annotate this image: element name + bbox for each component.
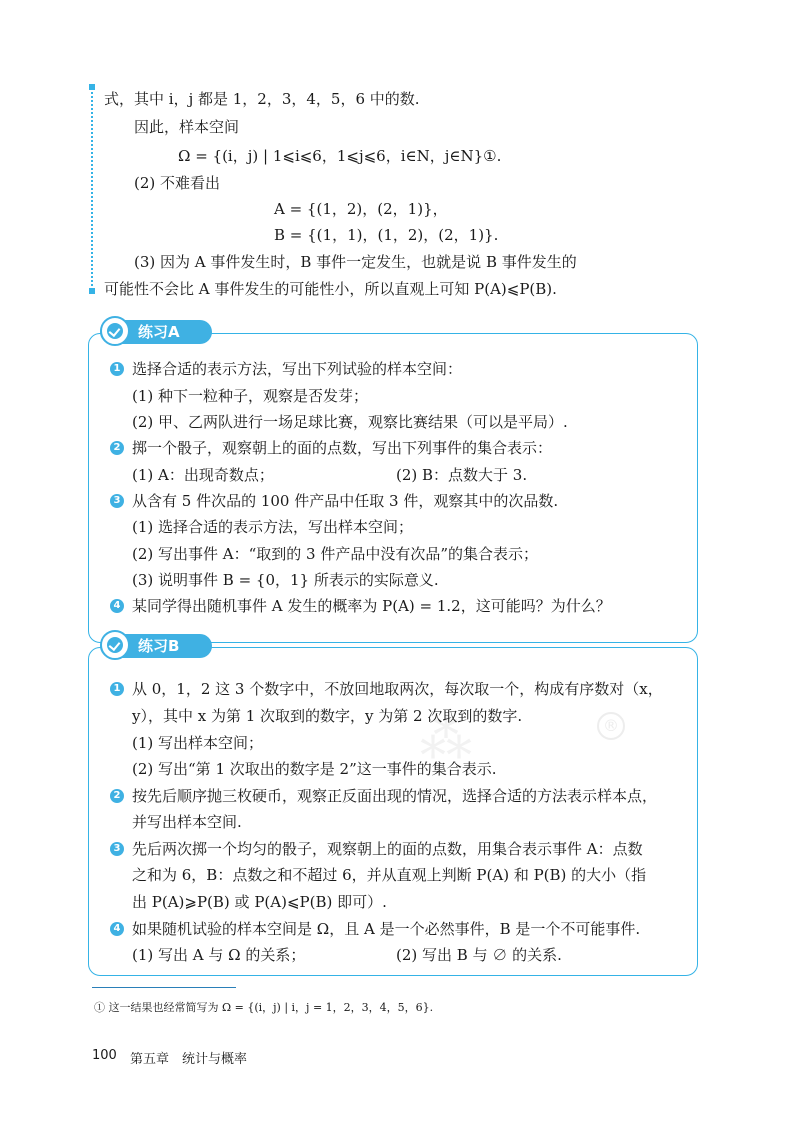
- exercise-b-item-2-cont: 并写出样本空间.: [132, 813, 242, 831]
- footnote-rule: [92, 987, 236, 988]
- solution-line-2: 因此，样本空间: [134, 118, 240, 136]
- exercise-a-item-4: 某同学得出随机事件 A 发生的概率为 P(A) = 1.2，这可能吗？为什么？: [132, 597, 611, 615]
- exercise-a-item-2: 掷一个骰子，观察朝上的面的点数，写出下列事件的集合表示：: [132, 439, 553, 457]
- exercise-b-item-3-cont-1: 之和为 6，B：点数之和不超过 6，并从直观上判断 P(A) 和 P(B) 的大小（指: [132, 866, 647, 884]
- exercise-a-num-3: 3: [110, 494, 124, 508]
- page-number: 100: [92, 1048, 117, 1063]
- exercise-a-item-3-3: (3) 说明事件 B = {0，1} 所表示的实际意义.: [132, 571, 439, 589]
- exercise-a-num-2: 2: [110, 441, 124, 455]
- exercise-b-item-1-2: (2) 写出“第 1 次取出的数字是 2”这一事件的集合表示.: [132, 760, 497, 778]
- exercise-a-item-1: 选择合适的表示方法，写出下列试验的样本空间：: [132, 360, 463, 378]
- footnote: ① 这一结果也经常简写为 Ω = {(i，j) | i，j = 1，2，3，4，5，6}.: [94, 1001, 434, 1014]
- exercise-b-item-2: 按先后顺序抛三枚硬币，观察正反面出现的情况，选择合适的方法表示样本点，: [132, 787, 658, 805]
- exercise-b-num-2: 2: [110, 789, 124, 803]
- event-a-set: A = {(1，2)，(2，1)}，: [274, 200, 448, 218]
- exercise-a-title: 练习A: [138, 323, 180, 341]
- exercise-b-item-3: 先后两次掷一个均匀的骰子，观察朝上的面的点数，用集合表示事件 A：点数: [132, 840, 643, 858]
- exercise-b-title: 练习B: [138, 637, 180, 655]
- exercise-b-num-4: 4: [110, 922, 124, 936]
- exercise-b-num-3: 3: [110, 842, 124, 856]
- solution-line-1: 式，其中 i，j 都是 1，2，3，4，5，6 中的数.: [104, 90, 420, 108]
- exercise-a-item-2-2: (2) B：点数大于 3.: [396, 466, 528, 484]
- exercise-b-item-3-cont-2: 出 P(A)⩾P(B) 或 P(A)⩽P(B) 即可）.: [132, 893, 387, 911]
- event-b-set: B = {(1，1)，(1，2)，(2，1)}.: [274, 226, 499, 244]
- exercise-b-item-4-1: (1) 写出 A 与 Ω 的关系；: [132, 946, 306, 964]
- solution-line-8: 可能性不会比 A 事件发生的可能性小，所以直观上可知 P(A)⩽P(B).: [104, 280, 557, 298]
- exercise-a-tag: [100, 320, 212, 344]
- exercise-b-item-1-1: (1) 写出样本空间；: [132, 734, 264, 752]
- watermark: ⁂: [420, 710, 502, 770]
- solution-line-4: (2) 不难看出: [134, 174, 221, 192]
- exercise-a-item-3: 从含有 5 件次品的 100 件产品中任取 3 件，观察其中的次品数.: [132, 492, 559, 510]
- exercise-b-tag: [100, 634, 212, 658]
- check-icon: [100, 630, 130, 660]
- exercise-b-item-4-2: (2) 写出 B 与 ∅ 的关系.: [396, 946, 562, 964]
- registered-mark-icon: ®: [597, 712, 625, 740]
- exercise-a-item-3-2: (2) 写出事件 A：“取到的 3 件产品中没有次品”的集合表示；: [132, 545, 539, 563]
- chapter-title: 第五章 统计与概率: [130, 1052, 248, 1067]
- exercise-b-num-1: 1: [110, 682, 124, 696]
- exercise-b-item-1: 从 0，1，2 这 3 个数字中，不放回地取两次，每次取一个，构成有序数对（x，: [132, 680, 663, 698]
- solution-line-7: (3) 因为 A 事件发生时，B 事件一定发生，也就是说 B 事件发生的: [134, 253, 577, 271]
- exercise-b-item-4: 如果随机试验的样本空间是 Ω，且 A 是一个必然事件，B 是一个不可能事件.: [132, 920, 641, 938]
- exercise-a-num-4: 4: [110, 599, 124, 613]
- exercise-a-item-3-1: (1) 选择合适的表示方法，写出样本空间；: [132, 518, 414, 536]
- sample-space-formula: Ω = {(i，j) | 1⩽i⩽6，1⩽j⩽6，i∈N，j∈N}①.: [178, 147, 502, 165]
- exercise-a-item-1-1: (1) 种下一粒种子，观察是否发芽；: [132, 387, 369, 405]
- exercise-a-item-1-2: (2) 甲、乙两队进行一场足球比赛，观察比赛结果（可以是平局）.: [132, 413, 568, 431]
- solution-margin-bar: [91, 88, 93, 290]
- exercise-a-num-1: 1: [110, 362, 124, 376]
- exercise-a-item-2-1: (1) A：出现奇数点；: [132, 466, 274, 484]
- exercise-b-item-1-cont: y），其中 x 为第 1 次取到的数字，y 为第 2 次取到的数字.: [132, 707, 523, 725]
- check-icon: [100, 316, 130, 346]
